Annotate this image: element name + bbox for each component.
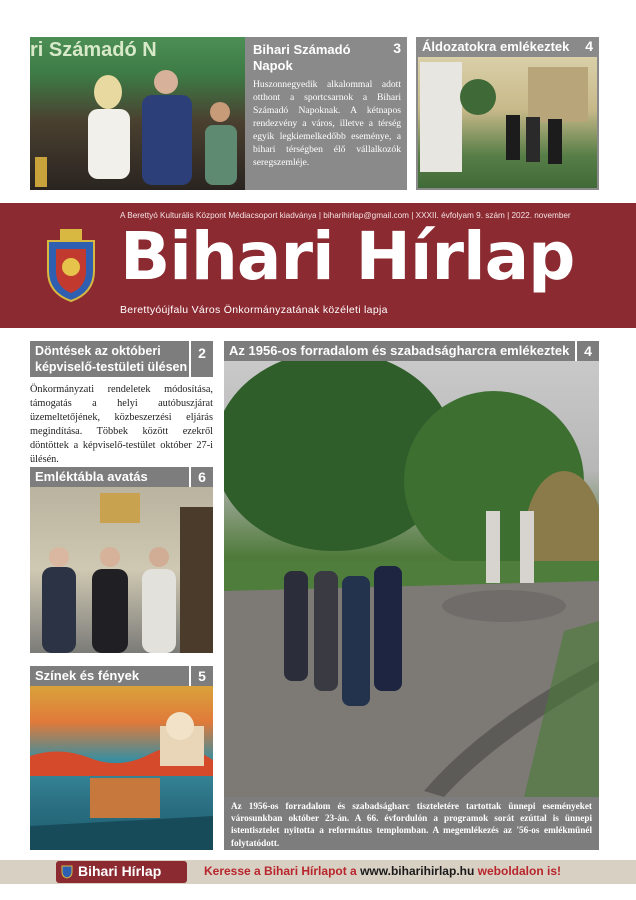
decisions-text: Önkormányzati rendeletek módosítása, támogatás a helyi autóbuszjárat üzemeltetőjének, közbeszerzési eljárás megindítása. Többek között ezekről döntöttek a képviselő-testület október 27-i ülésén. bbox=[30, 384, 213, 465]
teaser-photo-memorial bbox=[418, 57, 597, 188]
plaque-photo bbox=[30, 487, 213, 653]
teaser-page-number: 3 bbox=[393, 40, 401, 56]
photo-sign-text: ri Számadó N bbox=[30, 39, 157, 61]
teaser-title[interactable]: Bihari Számadó Napok bbox=[253, 42, 351, 73]
section-page-number: 2 bbox=[189, 341, 213, 377]
footer-cta[interactable] bbox=[204, 864, 561, 878]
masthead-subtitle: Berettyóújfalu Város Önkormányzatának közéleti lapja bbox=[120, 304, 388, 316]
main-photo bbox=[224, 361, 599, 797]
painting-photo bbox=[30, 686, 213, 850]
memorial-scene-illustration bbox=[418, 57, 597, 188]
teaser-photo-award bbox=[30, 37, 245, 190]
footer-cta-suffix: weboldalon is! bbox=[474, 864, 561, 878]
masthead-title: Bihari Hírlap bbox=[120, 218, 575, 295]
main-caption: Az 1956-os forradalom és szabadságharc tiszteletére tartottak ünnepi eseményeket városunkban október 23-án. A 66. évfordulón a programok sorát ezúttal is ünnepi istentisztelet nyitotta a református templomban. A megemlékezés az '56-os emlékműnél folytatódott. bbox=[231, 801, 592, 848]
footer-logo[interactable] bbox=[56, 861, 187, 883]
teaser-page-number: 4 bbox=[585, 38, 593, 54]
teaser-box-bihari-szamado bbox=[245, 37, 407, 190]
section-header-colors[interactable] bbox=[30, 666, 213, 686]
teaser-text: Huszonnegyedik alkalommal adott otthont a sportcsarnok a Bihari Számadó Napoknak. A kétnapos rendezvény a város, illetve a térség egyik legkiemelkedőbb eseménye, a bihari térségben élő vállalkozók seregszemléje. bbox=[253, 79, 401, 168]
section-title-line2: képviselő-testületi ülésen bbox=[35, 360, 188, 374]
teaser-aldozatok bbox=[416, 37, 599, 190]
masthead-banner bbox=[0, 203, 636, 328]
section-title: Emléktábla avatás bbox=[35, 469, 148, 484]
main-caption-box bbox=[224, 797, 599, 850]
section-header-decisions[interactable] bbox=[30, 341, 213, 377]
award-scene-illustration bbox=[30, 37, 245, 190]
section-title: Az 1956-os forradalom és szabadságharcra emlékeztek bbox=[229, 343, 570, 358]
section-title: Színek és fények bbox=[35, 668, 140, 683]
section-page-number: 5 bbox=[189, 666, 213, 686]
footer-bar bbox=[0, 860, 636, 884]
teaser-title[interactable]: Áldozatokra emlékeztek bbox=[422, 39, 570, 54]
footer-cta-prefix: Keresse a Bihari Hírlapot a bbox=[204, 864, 361, 878]
coat-of-arms-icon bbox=[40, 227, 102, 303]
plaque-scene-illustration bbox=[30, 487, 213, 653]
section-header-main[interactable] bbox=[224, 341, 599, 361]
section-header-plaque[interactable] bbox=[30, 467, 213, 487]
footer-cta-url[interactable]: www.biharihirlap.hu bbox=[360, 864, 475, 878]
footer-logo-text: Bihari Hírlap bbox=[78, 863, 162, 879]
footer-crest-icon bbox=[61, 865, 73, 879]
venice-painting-illustration bbox=[30, 686, 213, 850]
publisher-line: A Berettyó Kulturális Központ Médiacsoport kiadványa | biharihirlap@gmail.com | XXXII. évfolyam 9. szám | 2022. november bbox=[120, 211, 571, 220]
section-title-line1: Döntések az októberi bbox=[35, 344, 161, 358]
section-page-number: 4 bbox=[575, 341, 599, 361]
memorial-ceremony-illustration bbox=[224, 361, 599, 797]
section-page-number: 6 bbox=[189, 467, 213, 487]
